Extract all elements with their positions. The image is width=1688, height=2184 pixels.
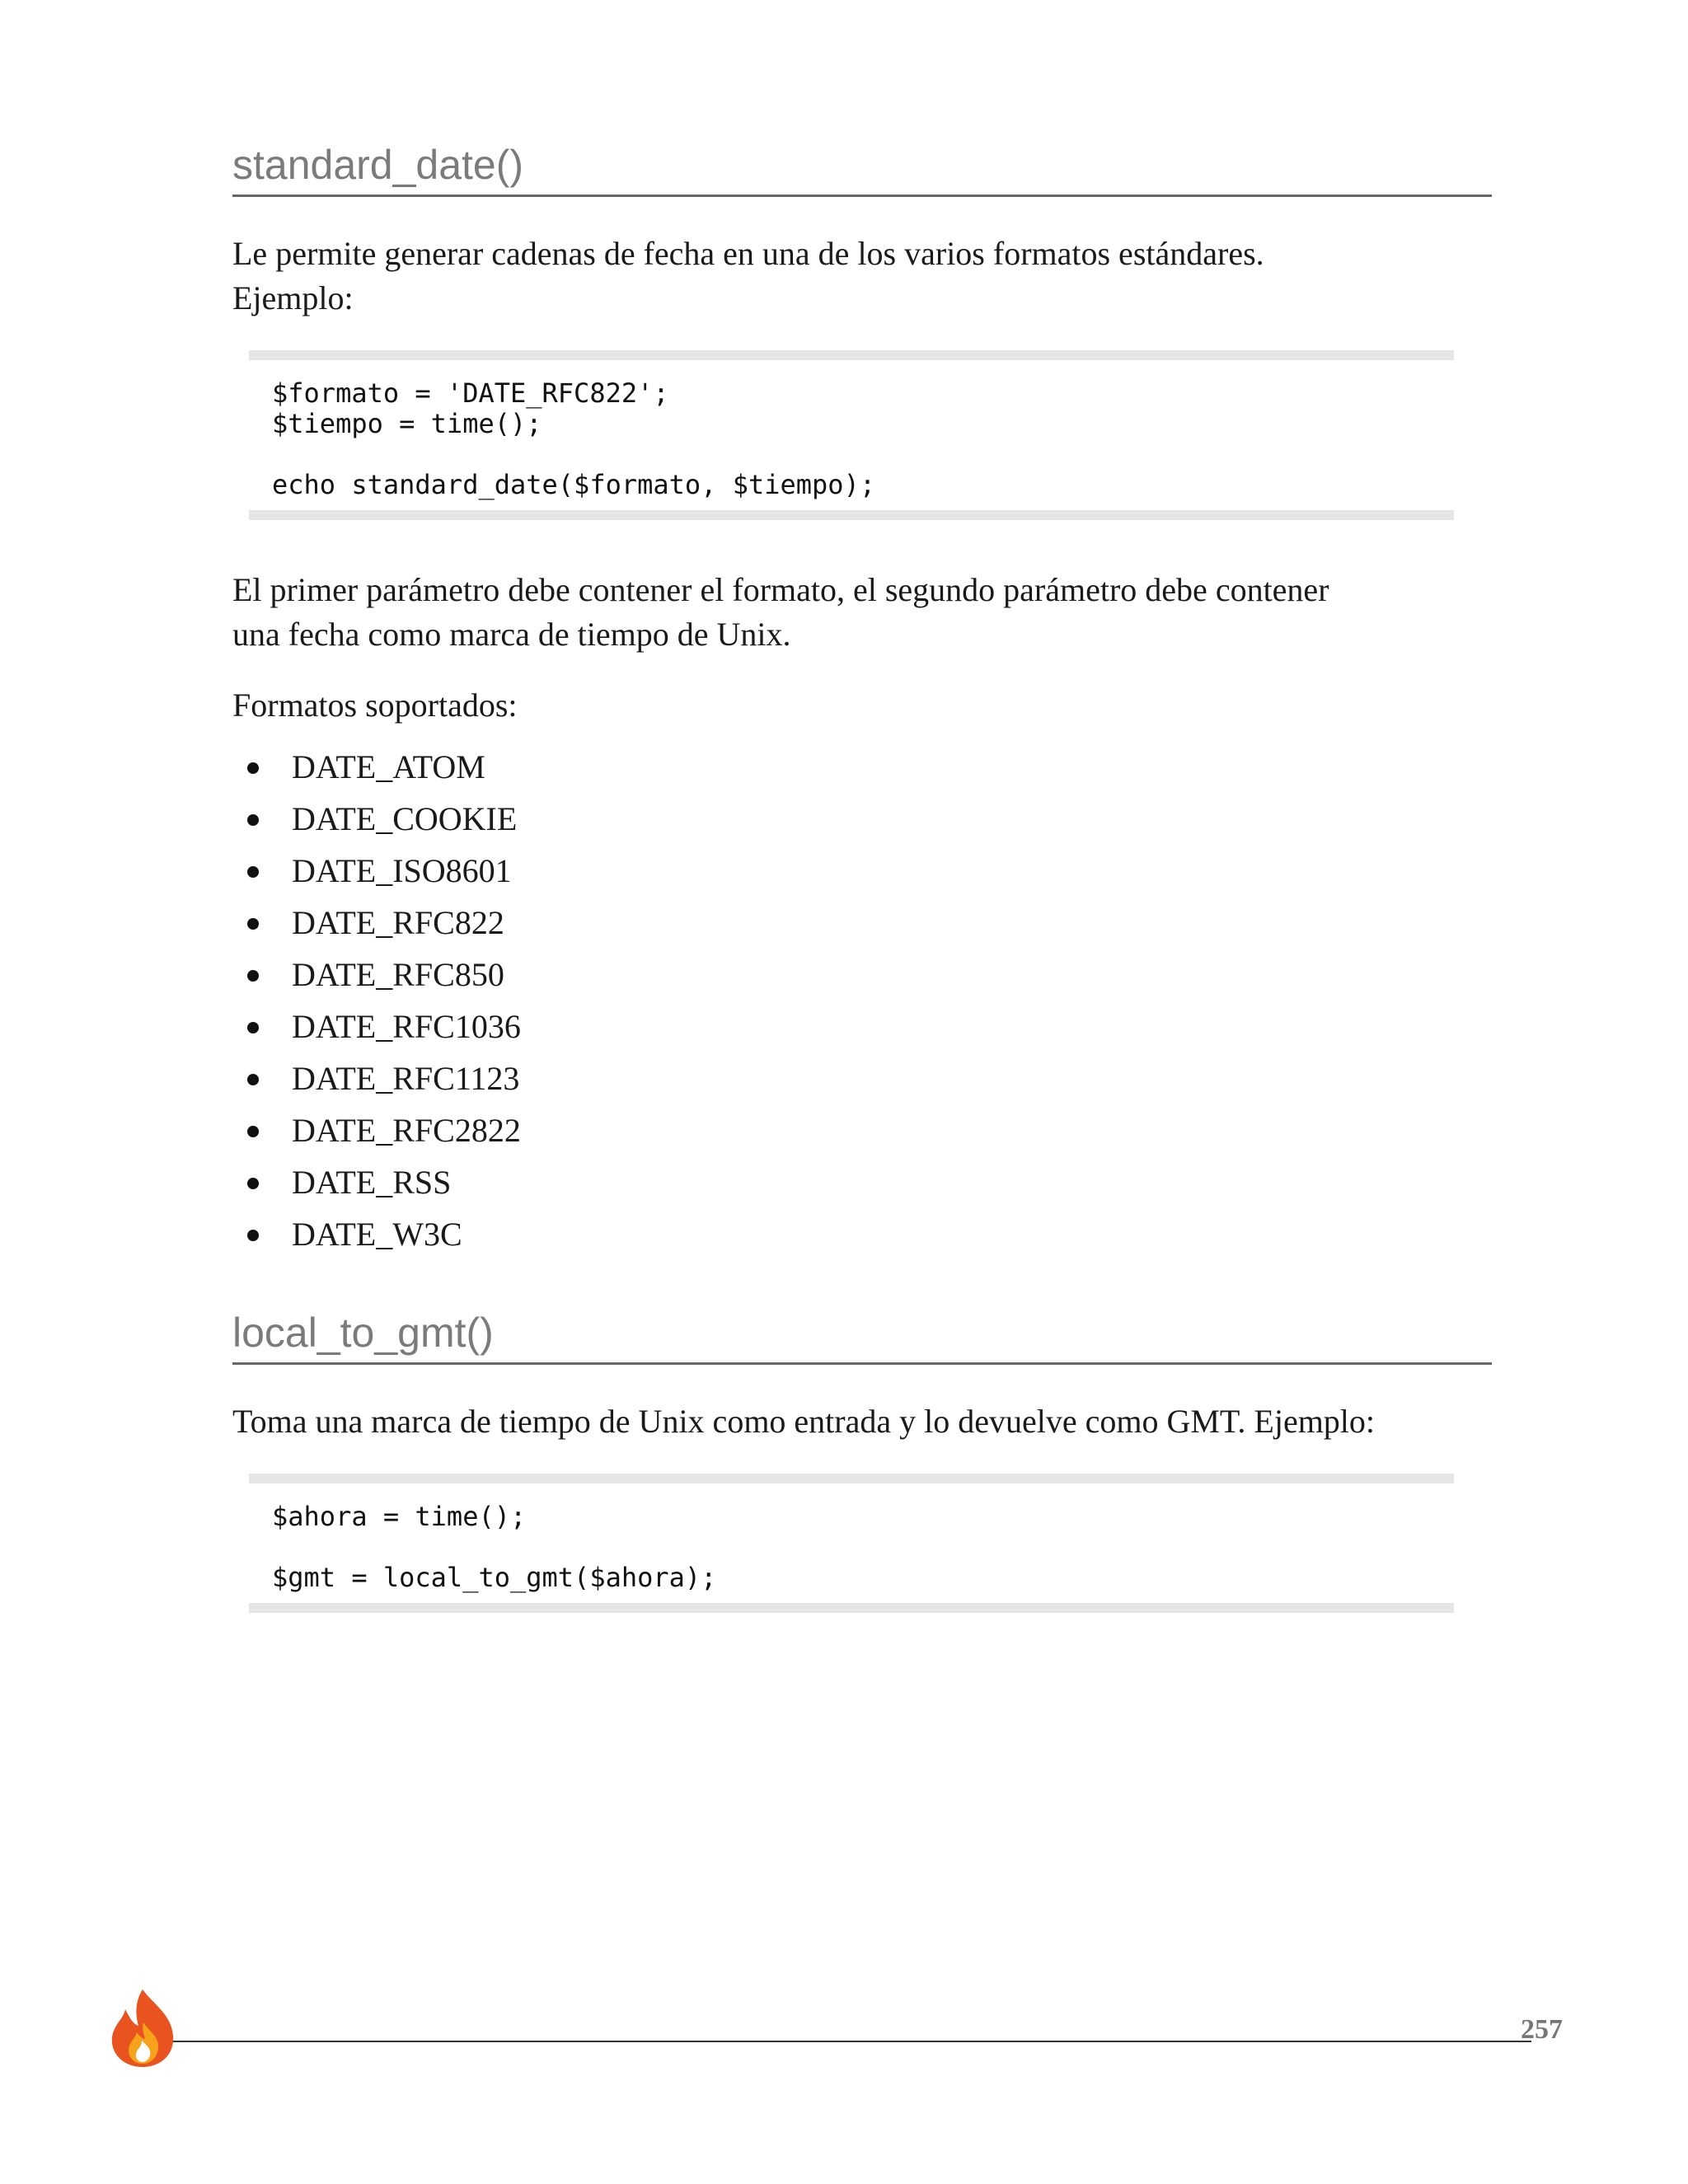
code-line: echo standard_date($formato, $tiempo);: [272, 469, 876, 500]
standard-date-paragraph-1-line-1: El primer parámetro debe contener el formato, el segundo parámetro debe contener: [232, 571, 1329, 608]
bullet-icon: [247, 1230, 259, 1241]
bullet-icon: [247, 1074, 259, 1085]
supported-formats-list: [232, 741, 1492, 1260]
list-item: [232, 845, 1492, 897]
format-name: DATE_ISO8601: [292, 852, 512, 889]
format-name: DATE_RFC1036: [292, 1008, 521, 1045]
format-name: DATE_COOKIE: [292, 800, 518, 837]
bullet-icon: [247, 866, 259, 878]
code-block-local-to-gmt: [249, 1474, 1454, 1613]
standard-date-paragraph-2: Formatos soportados:: [232, 687, 518, 724]
section-heading-standard-date: standard_date(): [232, 140, 1492, 197]
code-line: [272, 439, 1431, 470]
format-name: DATE_RSS: [292, 1164, 452, 1201]
list-item: [232, 1156, 1492, 1208]
format-name: DATE_RFC822: [292, 904, 504, 941]
page-number: 257: [1521, 2014, 1563, 2045]
standard-date-intro-line-1: Le permite generar cadenas de fecha en una de los varios formatos estándares.: [232, 235, 1264, 272]
bullet-icon: [247, 1022, 259, 1033]
bullet-icon: [247, 970, 259, 982]
code-line: [272, 1532, 1431, 1563]
flame-logo-icon: [106, 1986, 180, 2069]
format-name: DATE_ATOM: [292, 748, 485, 785]
list-item: [232, 793, 1492, 845]
bullet-icon: [247, 1178, 259, 1189]
format-name: DATE_RFC1123: [292, 1060, 520, 1097]
section-heading-local-to-gmt: local_to_gmt(): [232, 1308, 1492, 1365]
list-item: [232, 1001, 1492, 1052]
list-item: [232, 741, 1492, 793]
bullet-icon: [247, 1126, 259, 1137]
local-to-gmt-intro: Toma una marca de tiempo de Unix como entrada y lo devuelve como GMT. Ejemplo:: [232, 1403, 1376, 1440]
list-item: [232, 897, 1492, 949]
list-item: [232, 1208, 1492, 1260]
format-name: DATE_RFC2822: [292, 1112, 521, 1149]
list-item: [232, 1052, 1492, 1104]
code-block-standard-date: [249, 350, 1454, 520]
standard-date-paragraph-1-line-2: una fecha como marca de tiempo de Unix.: [232, 616, 791, 653]
bullet-icon: [247, 814, 259, 826]
format-name: DATE_W3C: [292, 1216, 462, 1253]
footer-divider: [173, 2041, 1531, 2042]
bullet-icon: [247, 918, 259, 930]
code-line: $formato = 'DATE_RFC822';: [272, 377, 669, 409]
code-line: $ahora = time();: [272, 1501, 527, 1532]
standard-date-paragraph-1: [232, 568, 1492, 657]
code-line: $tiempo = time();: [272, 408, 542, 439]
bullet-icon: [247, 762, 259, 774]
standard-date-intro-line-2: Ejemplo:: [232, 279, 354, 316]
code-line: $gmt = local_to_gmt($ahora);: [272, 1562, 717, 1593]
page-content: [232, 140, 1492, 1613]
format-name: DATE_RFC850: [292, 956, 504, 993]
list-item: [232, 949, 1492, 1001]
standard-date-intro: [232, 232, 1492, 321]
list-item: [232, 1104, 1492, 1156]
